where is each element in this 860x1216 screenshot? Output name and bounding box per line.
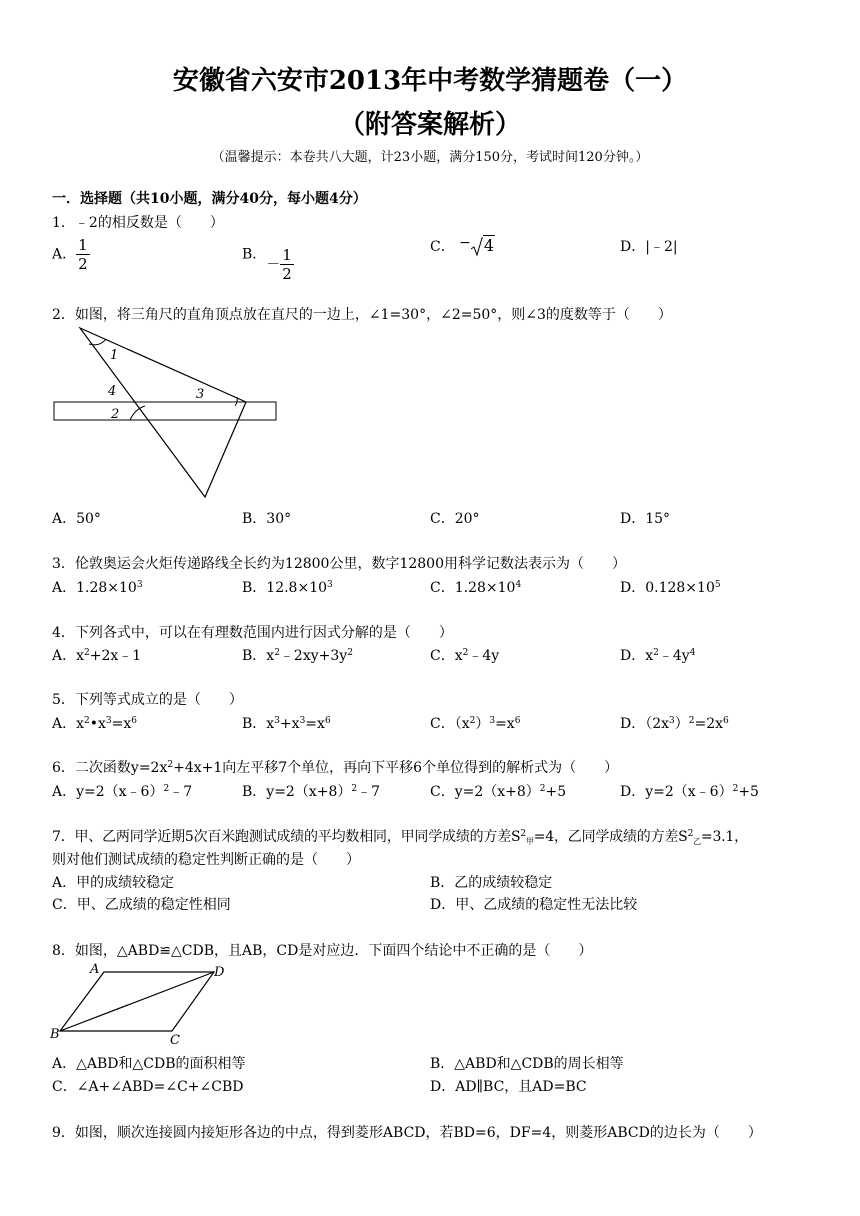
question-7-stem-line2: 则对他们测试成绩的稳定性判断正确的是（ ） bbox=[52, 852, 360, 868]
q7-option-c: C．甲、乙成绩的稳定性相同 bbox=[52, 897, 231, 913]
q8-option-b: B．△ABD和△CDB的周长相等 bbox=[430, 1056, 624, 1072]
q7-option-a: A．甲的成绩较稳定 bbox=[52, 875, 175, 891]
q8-option-a: A．△ABD和△CDB的面积相等 bbox=[52, 1056, 246, 1072]
q1-option-d: D．|﹣2| bbox=[620, 239, 678, 255]
q4-option-a: A．$x^2+2x﹣1$ bbox=[52, 648, 142, 664]
q8-option-d: D．AD∥BC，且AD=BC bbox=[430, 1079, 587, 1095]
vertex-label-a: A bbox=[90, 962, 100, 977]
option-label: C． bbox=[430, 239, 455, 255]
vertex-label-d: D bbox=[214, 965, 225, 980]
title-line-1: 安徽省六安市2013年中考数学猜题卷（一） bbox=[172, 66, 688, 96]
q5-option-a: A．$x^2•x^3=x^6$ bbox=[52, 716, 138, 732]
q8-option-c: C．∠A+∠ABD=∠C+∠CBD bbox=[52, 1079, 244, 1095]
angle-label-1: 1 bbox=[110, 348, 119, 363]
q5-option-d: D．$(2x^3)^2=2x^6$ bbox=[620, 716, 729, 732]
q7-option-b: B．乙的成绩较稳定 bbox=[430, 875, 553, 891]
tip-text: （温馨提示：本卷共八大题，计23小题，满分150分，考试时间120分钟。） bbox=[211, 150, 649, 165]
vertex-label-c: C bbox=[170, 1033, 180, 1046]
q7-option-d: D．甲、乙成绩的稳定性无法比较 bbox=[430, 897, 638, 913]
sqrt-symbol-icon bbox=[471, 237, 483, 257]
q4-option-b: B．$x^2﹣2xy+3y^2$ bbox=[242, 648, 353, 664]
angle-label-2: 2 bbox=[111, 407, 120, 422]
title-line-2: （附答案解析） bbox=[338, 110, 521, 140]
q2-option-c: C．20° bbox=[430, 511, 480, 527]
question-5-stem: 5．下列等式成立的是（ ） bbox=[52, 692, 243, 708]
q2-ruler-triangle-figure bbox=[50, 325, 285, 505]
question-9-stem: 9．如图，顺次连接圆内接矩形各边的中点，得到菱形ABCD，若BD=6，DF=4，则菱形ABCD的边长为（ ） bbox=[52, 1125, 762, 1141]
q6-option-d: D．y=2（x﹣6）$^2$+5 bbox=[620, 784, 759, 800]
question-8-stem: 8．如图，△ABD≌△CDB，且AB，CD是对应边．下面四个结论中不正确的是（ ） bbox=[52, 943, 593, 959]
q6-option-c: C．$y=2(x+8)^2+5$ bbox=[430, 784, 567, 800]
q4-option-c: C．$x^2﹣4y$ bbox=[430, 648, 500, 664]
question-2-stem: 2．如图，将三角尺的直角顶点放在直尺的一边上，∠1=30°，∠2=50°，则∠3的度数等于（ ） bbox=[52, 307, 672, 323]
q3-option-b: B．$12.8\times 10^3$ bbox=[242, 580, 333, 596]
q5-option-b: B．$x^3+x^3=x^6$ bbox=[242, 716, 331, 732]
question-1-stem: 1．﹣2的相反数是（ ） bbox=[52, 215, 224, 231]
q3-option-a: A．$1.28\times 10^3$ bbox=[52, 580, 143, 596]
q8-parallelogram-figure bbox=[50, 960, 230, 1046]
angle-label-4: 4 bbox=[108, 384, 117, 399]
angle-label-3: 3 bbox=[196, 387, 205, 402]
section-heading: 一．选择题（共10小题，满分40分，每小题4分） bbox=[52, 191, 367, 207]
q2-option-d: D．15° bbox=[620, 511, 671, 527]
q3-option-c: C．$1.28\times 10^4$ bbox=[430, 580, 522, 596]
q4-option-d: D．$x^2﹣4y^4$ bbox=[620, 648, 696, 664]
vertex-label-b: B bbox=[50, 1027, 60, 1042]
q2-option-a: A．50° bbox=[52, 511, 101, 527]
q6-option-b: B．$y=2(x+8)^2﹣7$ bbox=[242, 784, 381, 800]
q1-option-b: B．－ $\frac{1}{2}$ bbox=[242, 246, 292, 283]
question-6-stem: 6．二次函数$y=2x^2+4x+1$向左平移7个单位，再向下平移6个单位得到的解析式为（ ） bbox=[52, 760, 619, 776]
q2-option-b: B．30° bbox=[242, 511, 292, 527]
question-7-stem: 7．甲、乙两同学近期5次百米跑测试成绩的平均数相同，甲同学成绩的方差$S^2_甲=4$，乙同学成绩的方差$S^2_乙=3.1$， bbox=[52, 829, 748, 846]
q3-option-d: D．$0.128\times 10^5$ bbox=[620, 580, 721, 596]
q5-option-c: C．$(x^2)^3=x^6$ bbox=[430, 716, 521, 732]
question-4-stem: 4．下列各式中，可以在有理数范围内进行因式分解的是（ ） bbox=[52, 625, 453, 641]
option-label: A． bbox=[52, 246, 77, 263]
q1-option-a: A． $\frac{1}{2}$ bbox=[52, 236, 88, 273]
question-3-stem: 3．伦敦奥运会火炬传递路线全长约为12800公里，数字12800用科学记数法表示为（ ） bbox=[52, 556, 626, 572]
q1-option-c: C． − 4 bbox=[430, 235, 495, 255]
q6-option-a: A．y=2（x﹣6）$^2$﹣7 bbox=[52, 784, 193, 800]
option-label: B． bbox=[242, 246, 267, 263]
